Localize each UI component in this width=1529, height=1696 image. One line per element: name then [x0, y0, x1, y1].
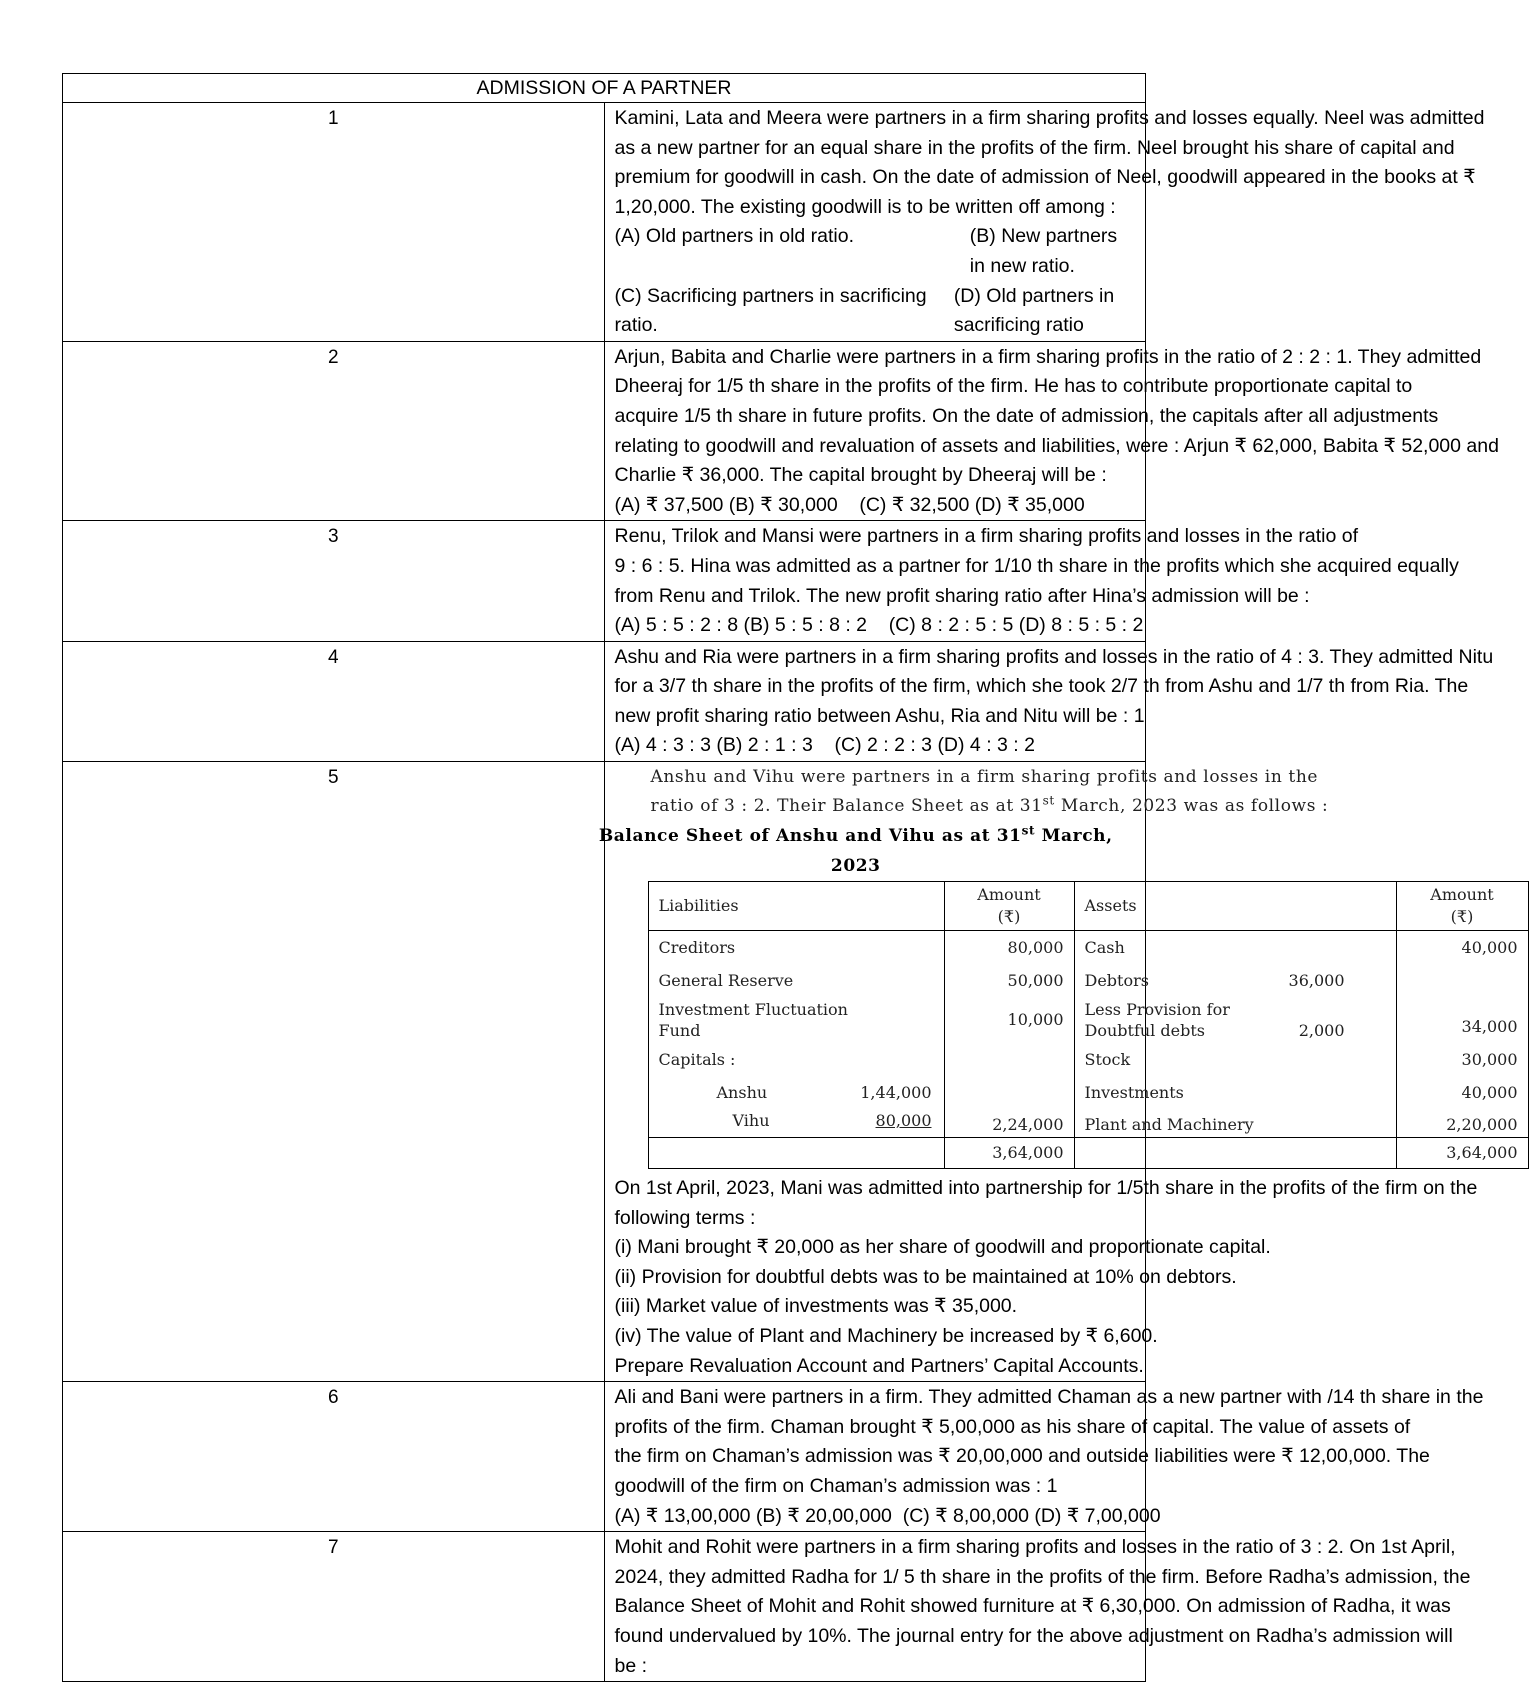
intro-text: March, 2023 was as follows :	[1054, 796, 1329, 817]
text-line: premium for goodwill in cash. On the date of admission of Neel, goodwill appeared in the books at ₹	[614, 166, 1476, 189]
text-line: profits of the firm. Chaman brought ₹ 5,00,000 as his share of capital. The value of assets of	[614, 1415, 1411, 1438]
text-line: relating to goodwill and revaluation of assets and liabilities, were : Arjun ₹ 62,000, Babita ₹ 52,000 and	[614, 434, 1499, 457]
partner-capital: 1,44,000	[860, 1083, 932, 1103]
question-number: 5	[63, 762, 605, 1382]
amount-ifr: 10,000	[1007, 1010, 1064, 1030]
label-text: Doubtful debts	[1084, 1021, 1205, 1041]
text-line: (ii) Provision for doubtful debts was to be maintained at 10% on debtors.	[614, 1265, 1237, 1288]
text-line: following terms :	[614, 1206, 756, 1229]
liabilities-amount-column	[944, 931, 1074, 1138]
options-line: (A) 4 : 3 : 3 (B) 2 : 1 : 3 (C) 2 : 2 : 3 (D) 4 : 3 : 2	[614, 734, 1035, 757]
amount-debtors-net: 34,000	[1461, 1017, 1518, 1037]
text-line: new profit sharing ratio between Ashu, Ria and Nitu will be : 1	[614, 704, 1145, 727]
question-number: 1	[63, 103, 605, 342]
options-line: (A) ₹ 13,00,000 (B) ₹ 20,00,000 (C) ₹ 8,00,000 (D) ₹ 7,00,000	[614, 1504, 1161, 1527]
intro-text: ratio of 3 : 2. Their Balance Sheet as at 31	[650, 796, 1043, 817]
liability-creditors: Creditors	[658, 938, 736, 958]
label-text: Debtors	[1084, 971, 1149, 991]
text-line: Prepare Revaluation Account and Partners’ Capital Accounts.	[614, 1354, 1144, 1377]
amount-general-reserve: 50,000	[1007, 971, 1064, 991]
amount-spacer	[1407, 964, 1518, 997]
liability-investment-fluctuation-fund	[659, 997, 934, 1043]
balance-sheet-intro	[615, 763, 1329, 821]
question-text	[604, 641, 1494, 761]
assets-amount-column	[1396, 931, 1528, 1138]
partner-name: Anshu	[716, 1083, 768, 1103]
title-text: March, 2023	[830, 826, 1113, 877]
amount-cash: 40,000	[1461, 938, 1518, 958]
text-line: Arjun, Babita and Charlie were partners in a firm sharing profits in the ratio of 2 : 2 : 1. They admitted	[614, 345, 1482, 368]
text-line: found undervalued by 10%. The journal entry for the above adjustment on Radha’s admission will	[614, 1624, 1453, 1647]
header-amount-text: Amount	[1430, 885, 1494, 905]
text-line: (iv) The value of Plant and Machinery be increased by ₹ 6,600.	[614, 1325, 1158, 1348]
asset-cash: Cash	[1084, 938, 1125, 958]
balance-sheet-body	[648, 931, 1528, 1138]
options-row	[615, 282, 1138, 341]
header-amount-assets	[1396, 882, 1528, 931]
text-line: Balance Sheet of Mohit and Rohit showed furniture at ₹ 6,30,000. On admission of Radha, it was	[614, 1595, 1451, 1618]
header-currency: (₹)	[1450, 907, 1474, 927]
question-number: 2	[63, 341, 605, 521]
balance-sheet-title	[575, 821, 1138, 881]
text-line: acquire 1/5 th share in future profits. On the date of admission, the capitals after all adjustments	[614, 404, 1439, 427]
amount-investments: 40,000	[1461, 1083, 1518, 1103]
asset-debtors	[1085, 964, 1386, 997]
text-line: Renu, Trilok and Mansi were partners in a firm sharing profits and losses in the ratio of	[614, 525, 1359, 548]
label-text: Fund	[658, 1021, 701, 1041]
question-number: 6	[63, 1382, 605, 1532]
header-amount-liabilities	[944, 882, 1074, 931]
question-row-5	[63, 762, 1146, 1382]
assets-column	[1074, 931, 1396, 1138]
question-text	[604, 103, 1485, 342]
liability-capitals: Capitals :	[658, 1050, 736, 1070]
question-row-2	[63, 341, 1146, 521]
option-c: (C) Sacrificing partners in sacrificing ratio.	[614, 284, 927, 337]
text-line: (i) Mani brought ₹ 20,000 as her share of goodwill and proportionate capital.	[614, 1236, 1271, 1259]
title-text: Balance Sheet of Anshu and Vihu as at 31	[598, 826, 1022, 847]
text-line: be :	[614, 1654, 648, 1677]
text-line: 1,20,000. The existing goodwill is to be written off among :	[614, 195, 1116, 218]
amount-spacer	[955, 1043, 1064, 1076]
amount-stock: 30,000	[1461, 1050, 1518, 1070]
question-sheet	[62, 73, 1518, 1682]
debtors-gross: 36,000	[1288, 971, 1345, 991]
text-line: as a new partner for an equal share in the profits of the firm. Neel brought his share of capital and	[614, 136, 1455, 159]
asset-investments: Investments	[1084, 1083, 1184, 1103]
question-row-6	[63, 1382, 1146, 1532]
ordinal-suffix: st	[1042, 793, 1055, 808]
total-spacer	[648, 1138, 944, 1169]
intro-line: Anshu and Vihu were partners in a firm sharing profits and losses in the	[650, 767, 1319, 788]
asset-stock: Stock	[1084, 1050, 1131, 1070]
intro-line	[650, 792, 1329, 821]
question-number: 3	[63, 521, 605, 641]
option-b: (B) New partners in new ratio.	[969, 225, 1118, 277]
header-currency: (₹)	[997, 907, 1021, 927]
label-text: Less Provision for	[1084, 1000, 1230, 1020]
question-text	[604, 341, 1499, 521]
provision-amount: 2,000	[1298, 1021, 1345, 1041]
asset-less-provision	[1085, 997, 1386, 1043]
question-row-7	[63, 1532, 1146, 1682]
partner-capital: 80,000	[875, 1111, 932, 1131]
balance-sheet-header	[648, 882, 1528, 931]
question-number: 7	[63, 1532, 605, 1682]
balance-sheet-total	[648, 1138, 1528, 1169]
header-assets: Assets	[1074, 882, 1396, 931]
options-line: (A) ₹ 37,500 (B) ₹ 30,000 (C) ₹ 32,500 (D) ₹ 35,000	[614, 493, 1085, 516]
text-line: Kamini, Lata and Meera were partners in a firm sharing profits and losses equally. Neel was admitted	[614, 107, 1485, 129]
capital-anshu	[659, 1076, 934, 1109]
text-line: Ali and Bani were partners in a firm. They admitted Chaman as a new partner with /14 th share in the	[614, 1386, 1484, 1409]
total-assets: 3,64,000	[1396, 1138, 1528, 1169]
text-line: (iii) Market value of investments was ₹ 35,000.	[614, 1295, 1018, 1318]
amount-spacer	[955, 1076, 1064, 1109]
question-text	[604, 1382, 1484, 1532]
amount-plant-machinery: 2,20,000	[1446, 1115, 1518, 1135]
question-text	[604, 1532, 1471, 1682]
amount-capitals-total: 2,24,000	[992, 1115, 1064, 1135]
label-text: Investment Fluctuation	[658, 1000, 848, 1020]
header-amount-text: Amount	[977, 885, 1041, 905]
text-line: 2024, they admitted Radha for 1/ 5 th share in the profits of the firm. Before Radha’s admission, the	[614, 1565, 1471, 1588]
amount-creditors: 80,000	[1007, 938, 1064, 958]
liability-general-reserve: General Reserve	[658, 971, 794, 991]
text-line: Mohit and Rohit were partners in a firm sharing profits and losses in the ratio of 3 : 2. On 1st April,	[614, 1536, 1456, 1559]
question-text	[598, 762, 1518, 1382]
text-line: goodwill of the firm on Chaman’s admission was : 1	[614, 1475, 1058, 1497]
balance-sheet-table	[648, 881, 1529, 1169]
options-row	[615, 222, 1138, 281]
title-row	[63, 74, 1146, 103]
liabilities-column	[648, 931, 944, 1138]
total-spacer	[1074, 1138, 1396, 1169]
asset-plant-machinery: Plant and Machinery	[1084, 1115, 1254, 1135]
text-line: Ashu and Ria were partners in a firm sharing profits and losses in the ratio of 4 : 3. They admitted Nitu	[614, 645, 1494, 668]
question-number: 4	[63, 641, 605, 761]
options-line: (A) 5 : 5 : 2 : 8 (B) 5 : 5 : 8 : 2 (C) 8 : 2 : 5 : 5 (D) 8 : 5 : 5 : 2	[614, 614, 1144, 637]
option-d: (D) Old partners in sacrificing ratio	[953, 284, 1115, 337]
sheet-title: ADMISSION OF A PARTNER	[63, 74, 1146, 103]
question-text	[604, 521, 1459, 641]
ordinal-suffix: st	[1021, 823, 1036, 838]
total-liabilities: 3,64,000	[944, 1138, 1074, 1169]
text-line: from Renu and Trilok. The new profit sharing ratio after Hina’s admission will be :	[614, 584, 1310, 607]
text-line: Dheeraj for 1/5 th share in the profits of the firm. He has to contribute proportionate capital to	[614, 375, 1413, 398]
option-a: (A) Old partners in old ratio.	[614, 225, 855, 248]
question-row-4	[63, 641, 1146, 761]
text-line: On 1st April, 2023, Mani was admitted into partnership for 1/5th share in the profits of the firm on the	[614, 1177, 1478, 1200]
text-line: Charlie ₹ 36,000. The capital brought by Dheeraj will be :	[614, 464, 1107, 487]
text-line: 9 : 6 : 5. Hina was admitted as a partner for 1/10 th share in the profits which she acquired equally	[614, 554, 1459, 577]
header-liabilities: Liabilities	[648, 882, 944, 931]
question-row-3	[63, 521, 1146, 641]
capital-vihu	[659, 1109, 934, 1137]
text-line: the firm on Chaman’s admission was ₹ 20,00,000 and outside liabilities were ₹ 12,00,000. The	[614, 1445, 1430, 1468]
partner-name: Vihu	[732, 1111, 770, 1131]
question-row-1	[63, 103, 1146, 342]
text-line: for a 3/7 th share in the profits of the firm, which she took 2/7 th from Ashu and 1/7 th from Ria. The	[614, 675, 1469, 698]
